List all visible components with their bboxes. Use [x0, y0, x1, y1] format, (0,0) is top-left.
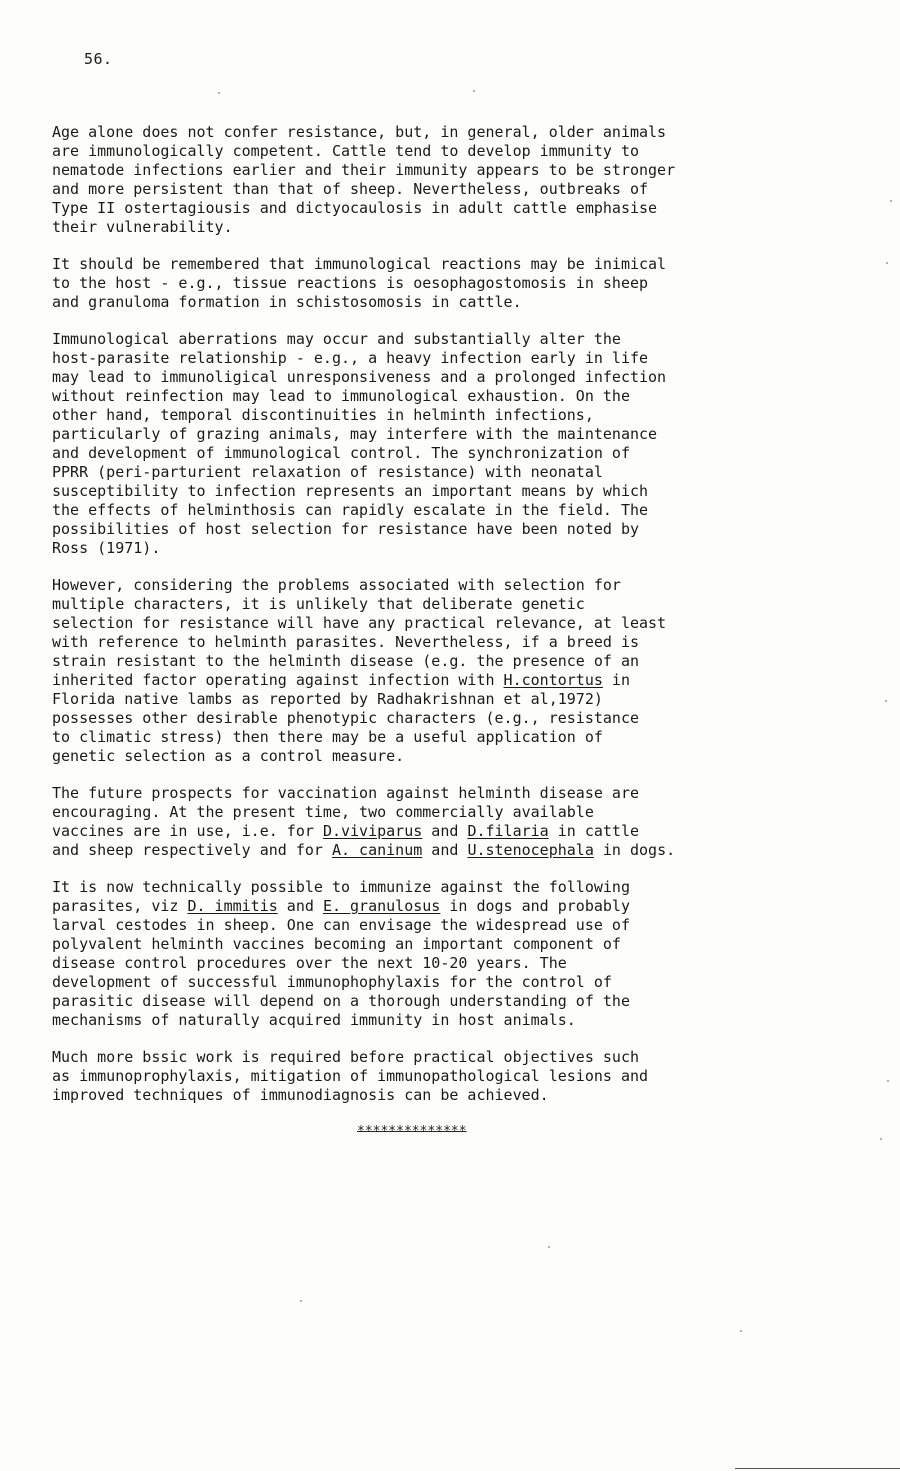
species-name: E. granulosus [322, 897, 441, 915]
paragraph-text: in dogs and probably larval cestodes in sheep. One can envisage the widespread use of polyvalent helminth vaccines becoming an important component of disease control procedures over the next 10-20 years. The development of successful immunophophylaxis for the control of parasitic disease will depend on a thorough understanding of the mechanisms of naturally acquired immunity in host animals. [52, 897, 630, 1029]
species-name: H.contortus [503, 671, 603, 689]
end-divider: ************** [357, 1124, 467, 1139]
scan-speck [887, 1080, 889, 1082]
paragraph-text: However, considering the problems associated with selection for multiple characters, it is unlikely that deliberate genetic selection for resistance will have any practical relevance, at least with reference to helminth parasites. Nevertheless, if a breed is strain resistant to the helminth disease (e.g. the presence of an inherited factor operating against infection with [52, 576, 667, 689]
paragraph-text: Age alone does not confer resistance, but, in general, older animals are immunologically competent. Cattle tend to develop immunity to nematode infections earlier and their immunity appears to be stronger and more persistent than that of sheep. Nevertheless, outbreaks of Type II ostertagiousis and dictyocaulosis in adult cattle emphasise their vulnerability. [52, 123, 676, 236]
paragraph-text: It should be remembered that immunological reactions may be inimical to the host - e.g., tissue reactions is oesophagostomosis in sheep and granuloma formation in schistosomosis in cattle. [52, 255, 667, 311]
paragraph-text: in Florida native lambs as reported by Radhakrishnan et al,1972) possesses other desirable phenotypic characters (e.g., resistance to climatic stress) then there may be a useful application of genetic selection as a control measure. [52, 671, 639, 765]
species-name: D. immitis [187, 897, 278, 915]
paragraph-text: Immunological aberrations may occur and substantially alter the host-parasite relationship - e.g., a heavy infection early in life may lead to immunoligical unresponsiveness and a prolonged infection without reinfection may lead to immunological exhaustion. On the other hand, temporal discontinuities in helminth infections, particularly of grazing animals, may interfere with the maintenance and development of immunological control. The synchronization of PPRR (peri-parturient relaxation of resistance) with neonatal susceptibility to infection represents an important means by which the effects of helminthosis can rapidly escalate in the field. The possibilities of host selection for resistance have been noted by Ross (1971). [52, 330, 667, 557]
paragraph-text: in cattle and sheep respectively and for [52, 822, 640, 859]
paragraph [52, 123, 812, 237]
scan-speck [885, 700, 887, 702]
paragraph-text: and [277, 897, 323, 915]
paragraph-text: and [422, 822, 468, 840]
paragraph [52, 878, 812, 1030]
scan-speck [473, 90, 475, 92]
footer-rule [735, 1468, 900, 1469]
scan-speck [880, 1138, 882, 1140]
paragraph [52, 1048, 812, 1105]
species-name: D.viviparus [322, 822, 423, 840]
paragraph [52, 784, 812, 860]
scan-speck [300, 1300, 302, 1302]
species-name: D.filaria [467, 822, 549, 840]
scan-speck [886, 262, 888, 264]
scan-speck [890, 200, 892, 202]
scan-speck [218, 92, 220, 94]
paragraph-text: in dogs. [593, 841, 676, 859]
body-text [52, 123, 812, 1123]
paragraph-text: The future prospects for vaccination against helminth disease are encouraging. At the present time, two commercially available vaccines are in use, i.e. for [52, 784, 639, 840]
species-name: U.stenocephala [467, 841, 594, 859]
paragraph [52, 255, 812, 312]
paragraph-text: and [422, 841, 468, 859]
paragraph-text: It is now technically possible to immunize against the following parasites, viz [52, 878, 630, 915]
scan-speck [548, 1246, 550, 1248]
scan-speck [740, 1330, 742, 1332]
species-name: A. caninum [331, 841, 423, 859]
paragraph-text: Much more bssic work is required before practical objectives such as immunoprophylaxis, mitigation of immunopathological lesions and improved techniques of immunodiagnosis can be achieved. [52, 1048, 649, 1104]
page-number: 56. [84, 50, 113, 68]
paragraph [52, 576, 812, 766]
paragraph [52, 330, 812, 558]
